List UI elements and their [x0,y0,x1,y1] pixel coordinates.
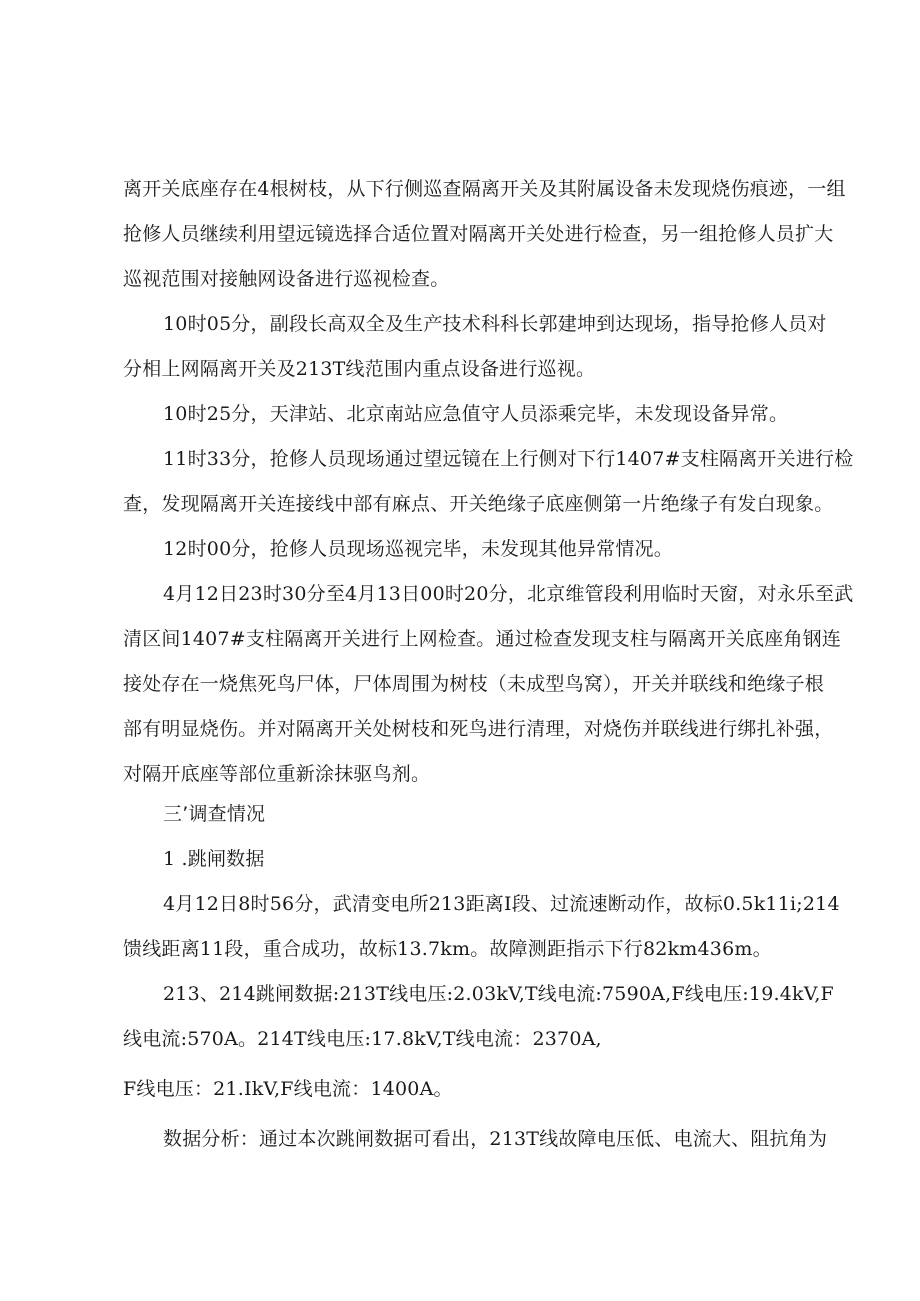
paragraph-line: 部有明显烧伤。并对隔离开关处树枝和死鸟进行清理，对烧伤并联线进行绑扎补强， [123,718,834,740]
section-heading: 三’调查情况 [163,803,266,825]
paragraph-line: 对隔开底座等部位重新涂抹驱鸟剂。 [123,763,431,785]
paragraph-line: 12时00分，抢修人员现场巡视完毕，未发现其他异常情况。 [163,538,673,560]
paragraph-line: 11时33分，抢修人员现场通过望远镜在上行侧对下行1407#支柱隔离开关进行检 [163,448,854,470]
paragraph-line: 抢修人员继续利用望远镜选择合适位置对隔离开关处进行检查，另一组抢修人员扩大 [123,223,834,245]
paragraph-line: 213、214跳闸数据:213T线电压:2.03kV,T线电流:7590A,F线电压:19.4kV,F [163,983,834,1005]
paragraph-line: 查，发现隔离开关连接线中部有麻点、开关绝缘子底座侧第一片绝缘子有发白现象。 [123,493,834,515]
paragraph-line: 4月12日23时30分至4月13日00时20分，北京维管段利用临时天窗，对永乐至武 [163,583,854,605]
paragraph-line: F线电压：21.IkV,F线电流：1400A。 [123,1078,453,1100]
paragraph-line: 10时25分，天津站、北京南站应急值守人员添乘完毕，未发现设备异常。 [163,403,789,425]
paragraph-line: 分相上网隔离开关及213T线范围内重点设备进行巡视。 [123,358,596,380]
paragraph-line: 10时05分，副段长高双全及生产技术科科长郭建坤到达现场，指导抢修人员对 [163,313,827,335]
paragraph-line: 巡视范围对接触网设备进行巡视检查。 [123,268,450,290]
paragraph-line: 线电流:570A。214T线电压:17.8kV,T线电流：2370A, [123,1028,602,1050]
paragraph-line: 4月12日8时56分，武清变电所213距离I段、过流速断动作，故标0.5k11i;214 [163,893,840,915]
paragraph-line: 离开关底座存在4根树枝，从下行侧巡查隔离开关及其附属设备未发现烧伤痕迹，一组 [123,178,846,200]
subsection-heading: 1 .跳闸数据 [163,848,265,870]
paragraph-line: 清区间1407#支柱隔离开关进行上网检查。通过检查发现支柱与隔离开关底座角钢连 [123,628,842,650]
paragraph-line: 馈线距离11段，重合成功，故标13.7km。故障测距指示下行82km436m。 [123,938,772,960]
paragraph-line: 数据分析：通过本次跳闸数据可看出，213T线故障电压低、电流大、阻抗角为 [163,1128,828,1150]
paragraph-line: 接处存在一烧焦死鸟尸体，尸体周围为树枝（未成型鸟窝），开关并联线和绝缘子根 [123,673,824,695]
